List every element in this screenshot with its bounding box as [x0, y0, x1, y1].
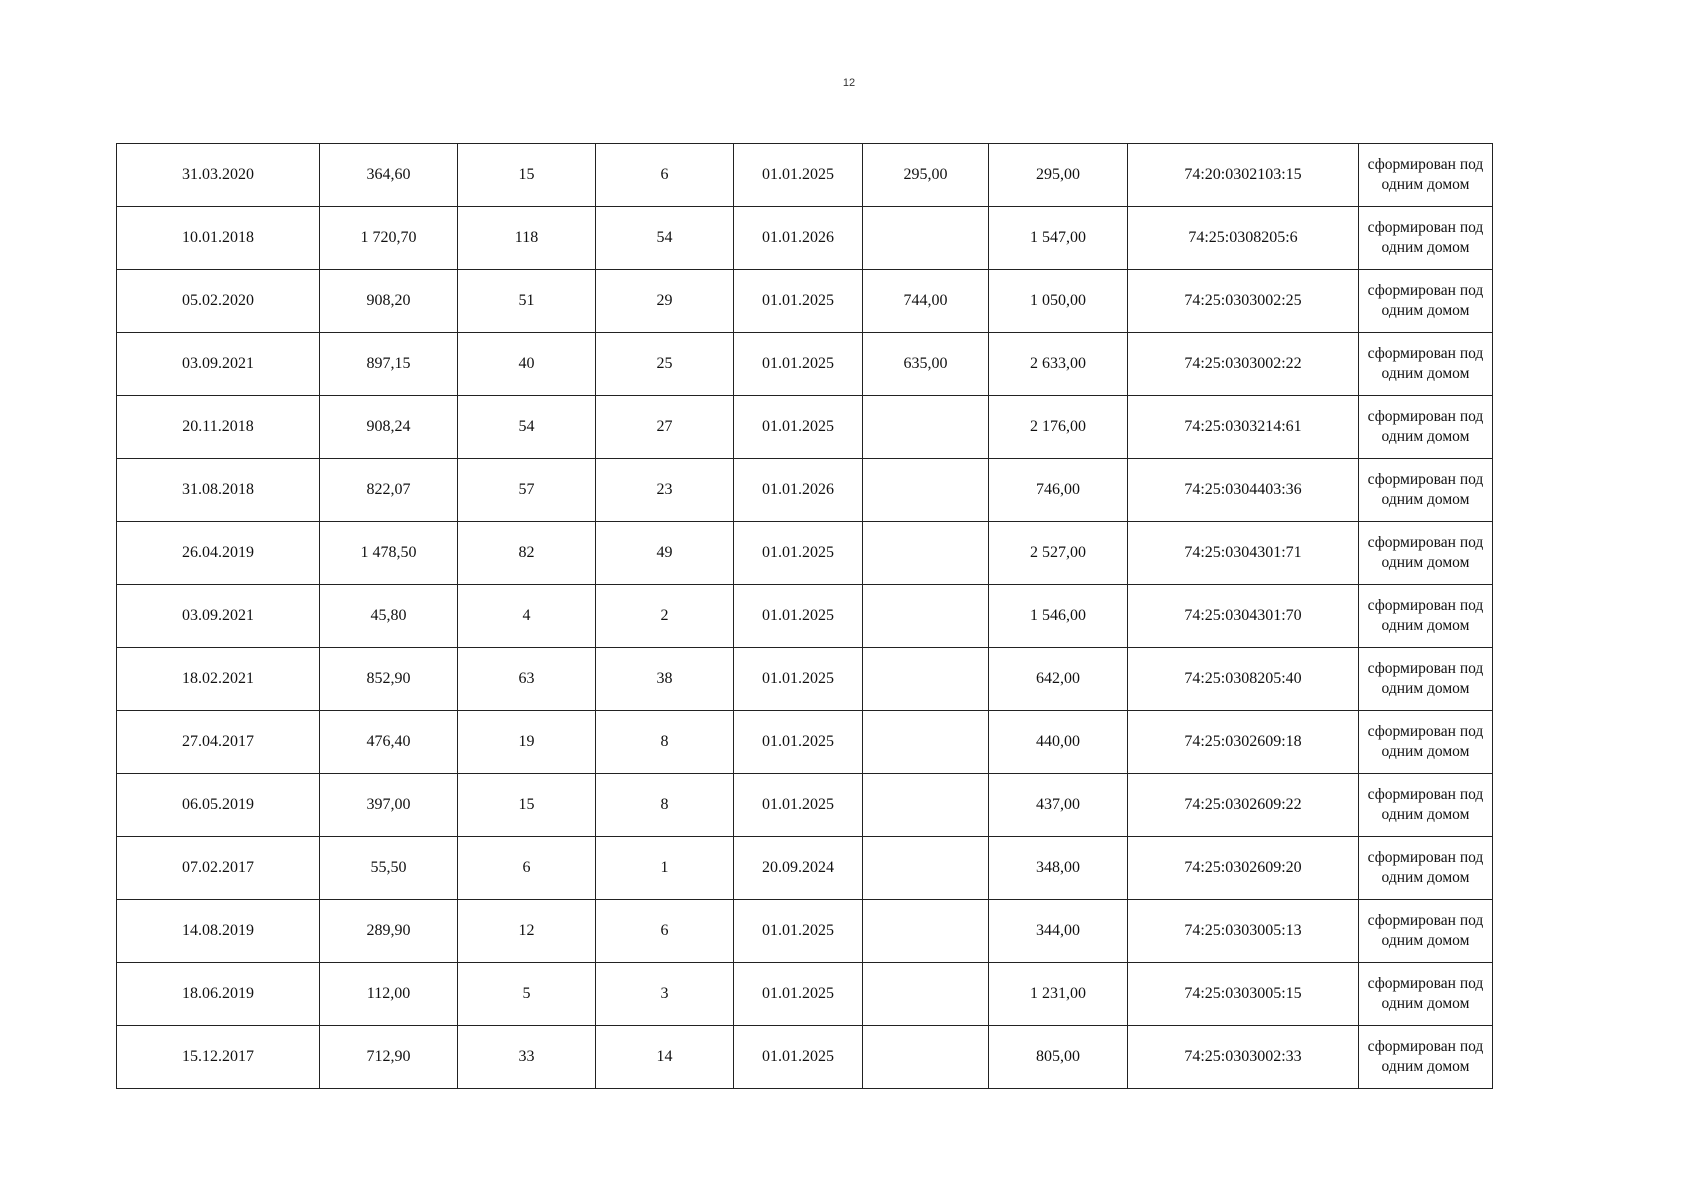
- cell-registration-date: 03.09.2021: [117, 585, 320, 648]
- cell-planned-date: 01.01.2025: [734, 333, 863, 396]
- cell-count-a: 5: [458, 963, 596, 1026]
- cell-planned-date: 01.01.2025: [734, 774, 863, 837]
- cell-registration-date: 07.02.2017: [117, 837, 320, 900]
- cell-value-b: 1 231,00: [989, 963, 1128, 1026]
- table-row: [117, 648, 1493, 711]
- cell-cadastral-number: 74:25:0308205:6: [1128, 207, 1359, 270]
- cell-area: 852,90: [320, 648, 458, 711]
- cell-value-b: 2 527,00: [989, 522, 1128, 585]
- cell-value-a: [863, 963, 989, 1026]
- table-row: [117, 900, 1493, 963]
- table-row: [117, 207, 1493, 270]
- page-number: 12: [842, 77, 856, 89]
- cell-value-b: 1 050,00: [989, 270, 1128, 333]
- cell-note: сформирован под одним домом: [1359, 522, 1493, 585]
- cell-area: 908,20: [320, 270, 458, 333]
- cell-cadastral-number: 74:25:0302609:18: [1128, 711, 1359, 774]
- cell-count-a: 15: [458, 774, 596, 837]
- cell-value-b: 1 547,00: [989, 207, 1128, 270]
- cell-count-a: 57: [458, 459, 596, 522]
- cell-registration-date: 18.06.2019: [117, 963, 320, 1026]
- cell-planned-date: 01.01.2026: [734, 207, 863, 270]
- cell-registration-date: 10.01.2018: [117, 207, 320, 270]
- cell-value-a: [863, 711, 989, 774]
- cell-planned-date: 01.01.2026: [734, 459, 863, 522]
- cell-count-b: 27: [596, 396, 734, 459]
- cell-registration-date: 27.04.2017: [117, 711, 320, 774]
- cell-value-b: 348,00: [989, 837, 1128, 900]
- cell-count-a: 63: [458, 648, 596, 711]
- cell-count-b: 6: [596, 900, 734, 963]
- cell-area: 289,90: [320, 900, 458, 963]
- cell-area: 112,00: [320, 963, 458, 1026]
- cell-note: сформирован под одним домом: [1359, 585, 1493, 648]
- cell-count-b: 8: [596, 774, 734, 837]
- cell-value-a: [863, 459, 989, 522]
- cell-count-b: 29: [596, 270, 734, 333]
- cell-planned-date: 01.01.2025: [734, 963, 863, 1026]
- cell-count-b: 25: [596, 333, 734, 396]
- cell-value-b: 642,00: [989, 648, 1128, 711]
- cell-value-b: 440,00: [989, 711, 1128, 774]
- cell-note: сформирован под одним домом: [1359, 459, 1493, 522]
- cell-registration-date: 14.08.2019: [117, 900, 320, 963]
- cell-cadastral-number: 74:25:0304301:70: [1128, 585, 1359, 648]
- cell-note: сформирован под одним домом: [1359, 396, 1493, 459]
- cell-value-a: 635,00: [863, 333, 989, 396]
- cell-planned-date: 01.01.2025: [734, 648, 863, 711]
- cell-cadastral-number: 74:25:0304301:71: [1128, 522, 1359, 585]
- cell-cadastral-number: 74:20:0302103:15: [1128, 144, 1359, 207]
- cell-cadastral-number: 74:25:0303005:15: [1128, 963, 1359, 1026]
- cell-note: сформирован под одним домом: [1359, 711, 1493, 774]
- cell-value-b: 2 176,00: [989, 396, 1128, 459]
- cell-count-b: 6: [596, 144, 734, 207]
- cell-note: сформирован под одним домом: [1359, 963, 1493, 1026]
- cell-value-a: [863, 774, 989, 837]
- cell-area: 897,15: [320, 333, 458, 396]
- cell-area: 1 478,50: [320, 522, 458, 585]
- cell-registration-date: 26.04.2019: [117, 522, 320, 585]
- table-body: [117, 144, 1493, 1089]
- cell-count-a: 54: [458, 396, 596, 459]
- cell-count-a: 15: [458, 144, 596, 207]
- cell-note: сформирован под одним домом: [1359, 270, 1493, 333]
- cell-count-b: 8: [596, 711, 734, 774]
- cell-area: 712,90: [320, 1026, 458, 1089]
- cell-planned-date: 01.01.2025: [734, 144, 863, 207]
- table-row: [117, 711, 1493, 774]
- cell-value-a: 744,00: [863, 270, 989, 333]
- table-row: [117, 963, 1493, 1026]
- cell-note: сформирован под одним домом: [1359, 837, 1493, 900]
- cell-note: сформирован под одним домом: [1359, 1026, 1493, 1089]
- cell-cadastral-number: 74:25:0303002:33: [1128, 1026, 1359, 1089]
- cell-cadastral-number: 74:25:0303002:22: [1128, 333, 1359, 396]
- cell-cadastral-number: 74:25:0303005:13: [1128, 900, 1359, 963]
- cell-area: 45,80: [320, 585, 458, 648]
- cell-value-a: [863, 585, 989, 648]
- cell-count-b: 54: [596, 207, 734, 270]
- cell-note: сформирован под одним домом: [1359, 144, 1493, 207]
- cell-area: 397,00: [320, 774, 458, 837]
- cell-count-a: 40: [458, 333, 596, 396]
- cell-planned-date: 20.09.2024: [734, 837, 863, 900]
- cell-area: 476,40: [320, 711, 458, 774]
- cell-value-b: 746,00: [989, 459, 1128, 522]
- cell-count-a: 82: [458, 522, 596, 585]
- table-row: [117, 459, 1493, 522]
- cell-count-a: 19: [458, 711, 596, 774]
- cell-count-b: 49: [596, 522, 734, 585]
- table-row: [117, 585, 1493, 648]
- cell-value-b: 805,00: [989, 1026, 1128, 1089]
- cell-value-b: 344,00: [989, 900, 1128, 963]
- cell-value-a: [863, 522, 989, 585]
- cell-note: сформирован под одним домом: [1359, 648, 1493, 711]
- cell-registration-date: 20.11.2018: [117, 396, 320, 459]
- cell-cadastral-number: 74:25:0302609:20: [1128, 837, 1359, 900]
- cell-cadastral-number: 74:25:0302609:22: [1128, 774, 1359, 837]
- cell-count-b: 23: [596, 459, 734, 522]
- table-row: [117, 1026, 1493, 1089]
- cell-registration-date: 06.05.2019: [117, 774, 320, 837]
- cell-note: сформирован под одним домом: [1359, 900, 1493, 963]
- table-row: [117, 144, 1493, 207]
- cell-value-a: [863, 207, 989, 270]
- cell-planned-date: 01.01.2025: [734, 522, 863, 585]
- cell-cadastral-number: 74:25:0303002:25: [1128, 270, 1359, 333]
- table-row: [117, 270, 1493, 333]
- cell-cadastral-number: 74:25:0303214:61: [1128, 396, 1359, 459]
- cell-value-a: [863, 396, 989, 459]
- cell-value-a: [863, 1026, 989, 1089]
- table-row: [117, 837, 1493, 900]
- cell-value-a: [863, 900, 989, 963]
- cell-area: 822,07: [320, 459, 458, 522]
- cell-value-a: [863, 648, 989, 711]
- cell-count-b: 14: [596, 1026, 734, 1089]
- cell-note: сформирован под одним домом: [1359, 774, 1493, 837]
- cell-count-a: 12: [458, 900, 596, 963]
- table-row: [117, 522, 1493, 585]
- cell-value-a: 295,00: [863, 144, 989, 207]
- cell-cadastral-number: 74:25:0304403:36: [1128, 459, 1359, 522]
- cell-planned-date: 01.01.2025: [734, 585, 863, 648]
- cell-planned-date: 01.01.2025: [734, 396, 863, 459]
- table-row: [117, 396, 1493, 459]
- cell-count-a: 6: [458, 837, 596, 900]
- cell-registration-date: 03.09.2021: [117, 333, 320, 396]
- cell-planned-date: 01.01.2025: [734, 270, 863, 333]
- cell-area: 55,50: [320, 837, 458, 900]
- cell-planned-date: 01.01.2025: [734, 1026, 863, 1089]
- cell-area: 908,24: [320, 396, 458, 459]
- table-row: [117, 333, 1493, 396]
- cell-area: 1 720,70: [320, 207, 458, 270]
- cell-count-b: 2: [596, 585, 734, 648]
- cell-value-a: [863, 837, 989, 900]
- cell-cadastral-number: 74:25:0308205:40: [1128, 648, 1359, 711]
- cell-note: сформирован под одним домом: [1359, 333, 1493, 396]
- table-row: [117, 774, 1493, 837]
- cell-registration-date: 05.02.2020: [117, 270, 320, 333]
- cell-count-a: 33: [458, 1026, 596, 1089]
- cell-planned-date: 01.01.2025: [734, 711, 863, 774]
- cell-planned-date: 01.01.2025: [734, 900, 863, 963]
- cell-value-b: 295,00: [989, 144, 1128, 207]
- cell-count-b: 1: [596, 837, 734, 900]
- cell-count-a: 118: [458, 207, 596, 270]
- cell-registration-date: 31.08.2018: [117, 459, 320, 522]
- cell-registration-date: 18.02.2021: [117, 648, 320, 711]
- cell-count-b: 3: [596, 963, 734, 1026]
- cell-value-b: 1 546,00: [989, 585, 1128, 648]
- cell-count-b: 38: [596, 648, 734, 711]
- cell-registration-date: 15.12.2017: [117, 1026, 320, 1089]
- cell-registration-date: 31.03.2020: [117, 144, 320, 207]
- cell-count-a: 4: [458, 585, 596, 648]
- cell-value-b: 437,00: [989, 774, 1128, 837]
- data-table: [116, 143, 1493, 1089]
- cell-value-b: 2 633,00: [989, 333, 1128, 396]
- cell-count-a: 51: [458, 270, 596, 333]
- cell-note: сформирован под одним домом: [1359, 207, 1493, 270]
- cell-area: 364,60: [320, 144, 458, 207]
